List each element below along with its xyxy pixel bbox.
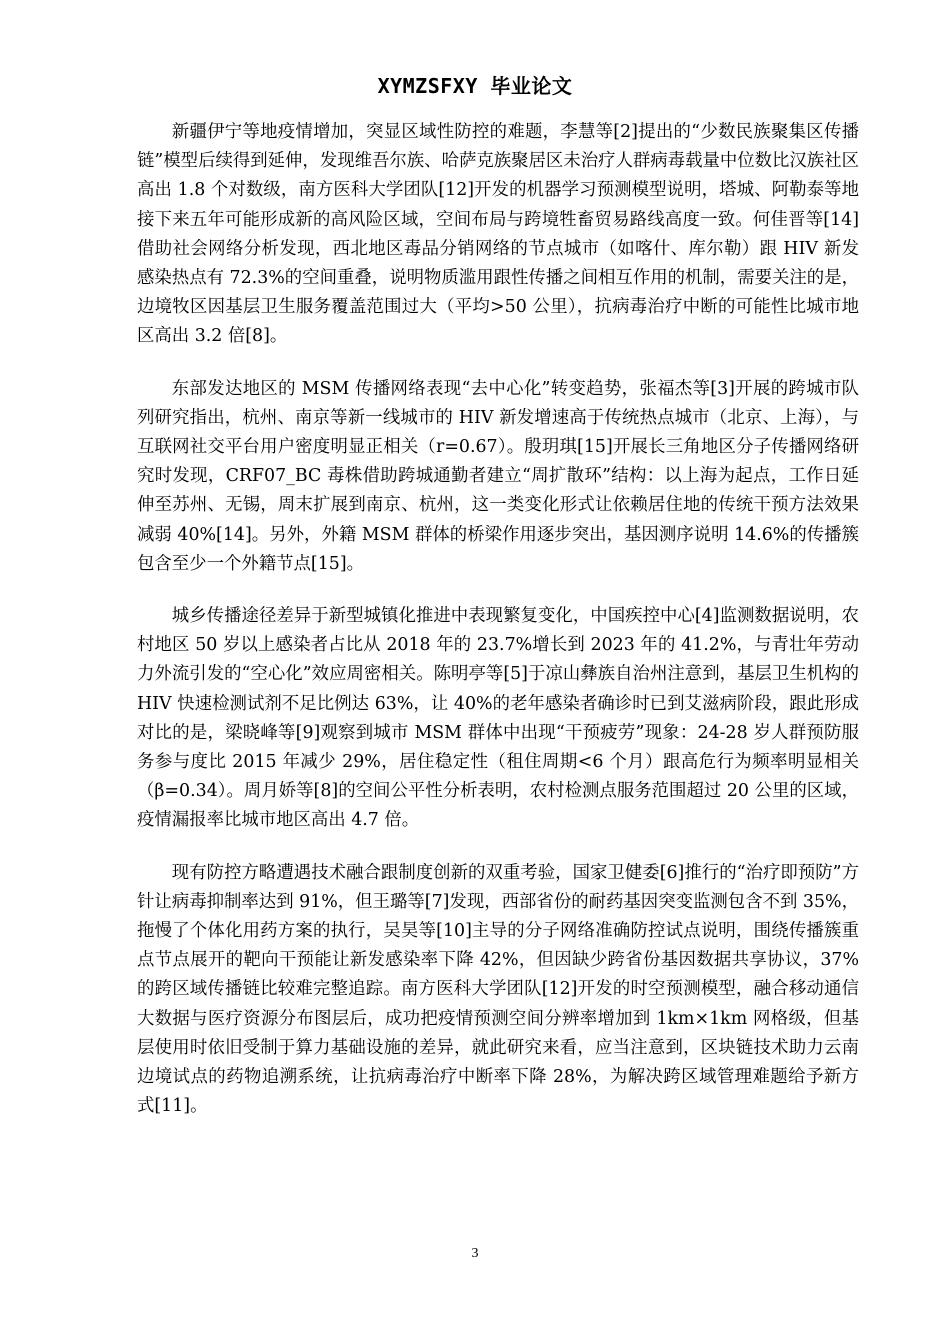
body-text <box>137 118 859 1145</box>
paragraph-4: 现有防控方略遭遇技术融合跟制度创新的双重考验，国家卫健委[6]推行的“治疗即预防”方针让病毒抑制率达到 91%，但王璐等[7]发现，西部省份的耐药基因突变监测包含不到 35%，拖慢了个体化用药方案的执行，吴昊等[10]主导的分子网络准确防控试点说明，围绕传播簇重点节点展开的靶向干预能让新发感染率下降 42%，但因缺少跨省份基因数据共享协议，37%的跨区域传播链比较难完整追踪。南方医科大学团队[12]开发的时空预测模型，融合移动通信大数据与医疗资源分布图层后，成功把疫情预测空间分辨率增加到 1km×1km 网格级，但基层使用时依旧受制于算力基础设施的差异，就此研究来看，应当注意到，区块链技术助力云南边境试点的药物追溯系统，让抗病毒治疗中断率下降 28%，为解决跨区域管理难题给予新方式[11]。 <box>137 862 859 1117</box>
paragraph-1: 新疆伊宁等地疫情增加，突显区域性防控的难题，李慧等[2]提出的“少数民族聚集区传播链”模型后续得到延伸，发现维吾尔族、哈萨克族聚居区未治疗人群病毒载量中位数比汉族社区高出 1.8 个对数级，南方医科大学团队[12]开发的机器学习预测模型说明，塔城、阿勒泰等地接下来五年可能形成新的高风险区域，空间布局与跨境牲畜贸易路线高度一致。何佳晋等[14]借助社会网络分析发现，西北地区毒品分销网络的节点城市（如喀什、库尔勒）跟 HIV 新发感染热点有 72.3%的空间重叠，说明物质滥用跟性传播之间相互作用的机制，需要关注的是，边境牧区因基层卫生服务覆盖范围过大（平均>50 公里），抗病毒治疗中断的可能性比城市地区高出 3.2 倍[8]。 <box>137 122 859 347</box>
page-header-title: XYMZSFXY 毕业论文 <box>377 74 573 98</box>
paragraph-2: 东部发达地区的 MSM 传播网络表现“去中心化”转变趋势，张福杰等[3]开展的跨城市队列研究指出，杭州、南京等新一线城市的 HIV 新发增速高于传统热点城市（北京、上海），与互联网社交平台用户密度明显正相关（r=0.67）。殷玥琪[15]开展长三角地区分子传播网络研究时发现，CRF07_BC 毒株借助跨城通勤者建立“周扩散环”结构：以上海为起点，工作日延伸至苏州、无锡，周末扩展到南京、杭州，这一类变化形式让依赖居住地的传统干预方法效果减弱 40%[14]。另外，外籍 MSM 群体的桥梁作用逐步突出，基因测序说明 14.6%的传播簇包含至少一个外籍节点[15]。 <box>137 378 859 574</box>
page-number: 3 <box>471 1246 479 1261</box>
paragraph-3: 城乡传播途径差异于新型城镇化推进中表现繁复变化，中国疾控中心[4]监测数据说明，农村地区 50 岁以上感染者占比从 2018 年的 23.7%增长到 2023 年的 41.2%，与青壮年劳动力外流引发的“空心化”效应周密相关。陈明亭等[5]于凉山彝族自治州注意到，基层卫生机构的 HIV 快速检测试剂不足比例达 63%，让 40%的老年感染者确诊时已到艾滋病阶段，跟此形成对比的是，梁晓峰等[9]观察到城市 MSM 群体中出现“干预疲劳”现象：24-28 岁人群预防服务参与度比 2015 年减少 29%，居住稳定性（租住周期<6 个月）跟高危行为频率明显相关（β=0.34）。周月娇等[8]的空间公平性分析表明，农村检测点服务范围超过 20 公里的区域，疫情漏报率比城市地区高出 4.7 倍。 <box>137 606 859 831</box>
